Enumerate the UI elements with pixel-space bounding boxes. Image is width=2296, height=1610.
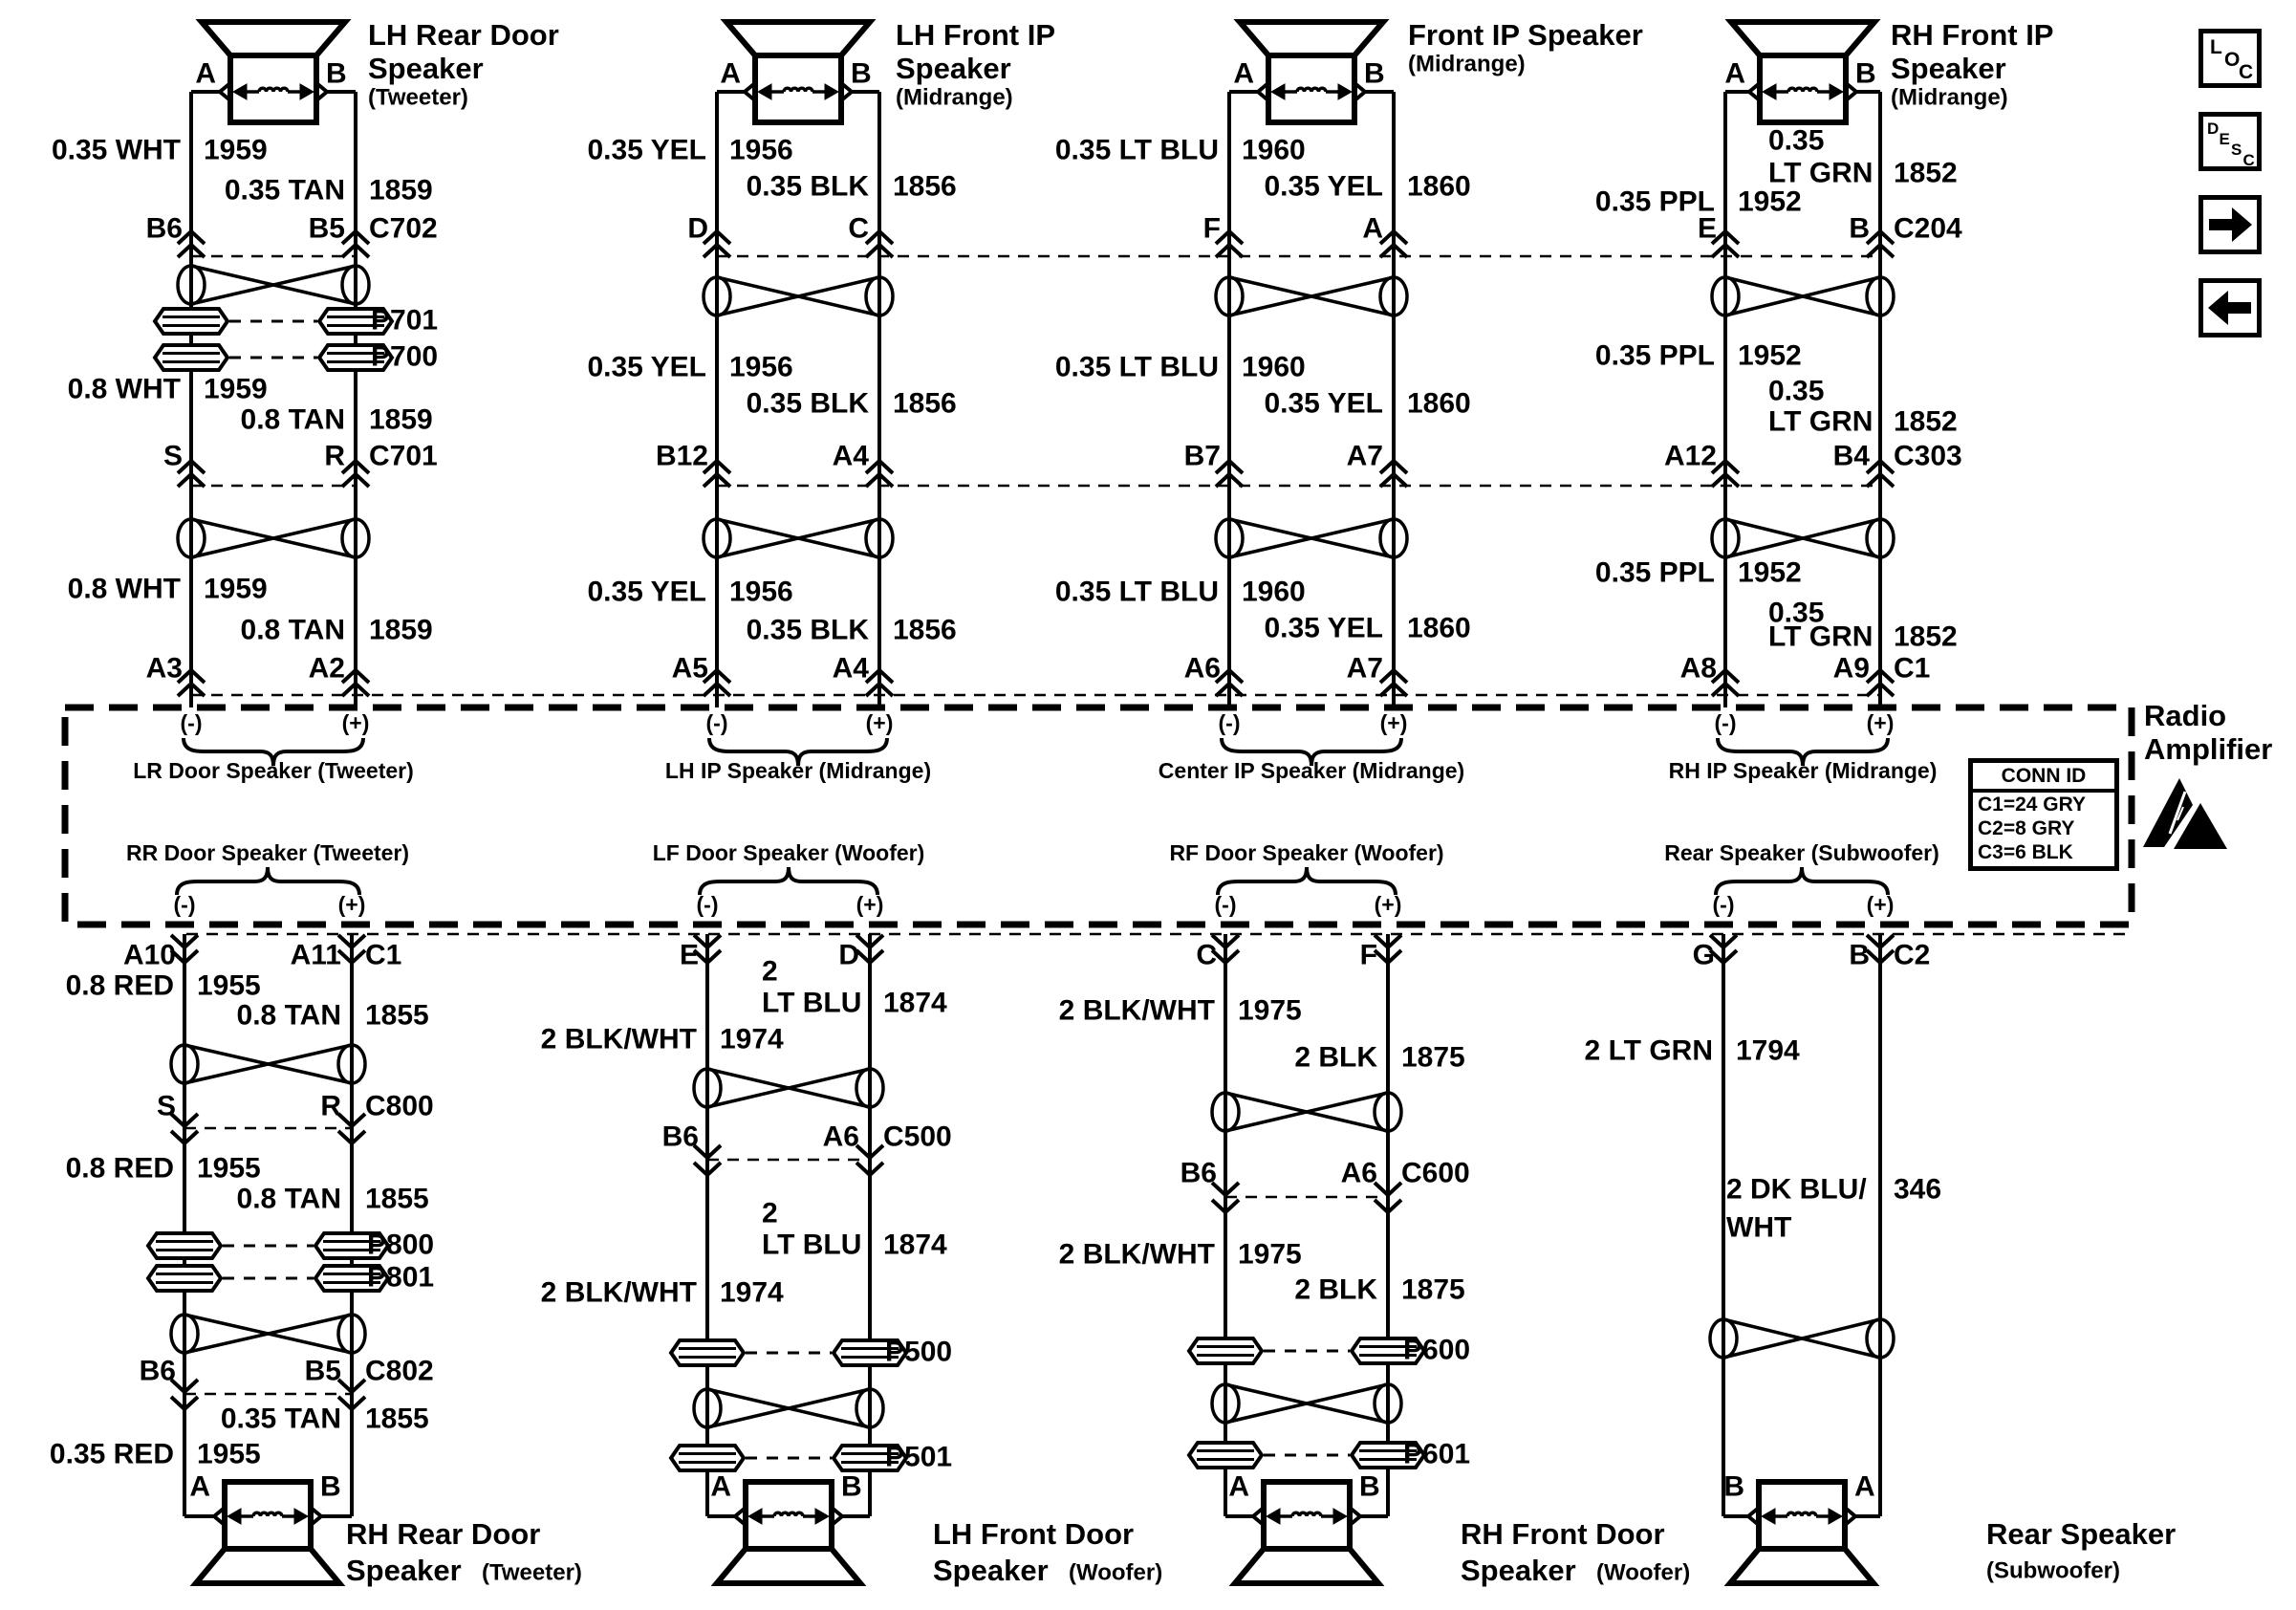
- speaker-pin: A: [195, 57, 216, 90]
- wire-gauge-color: 2: [762, 1197, 778, 1229]
- speaker-horn: [1730, 1549, 1874, 1583]
- desc-button[interactable]: [2199, 112, 2262, 171]
- wire-gauge-color: 0.8 WHT: [67, 373, 181, 405]
- speaker-pin: B: [1855, 57, 1876, 90]
- speaker-subtitle: (Midrange): [896, 84, 1013, 111]
- amp-channel-label: Rear Speaker (Subwoofer): [1664, 840, 1939, 866]
- amp-channel-label: LF Door Speaker (Woofer): [652, 840, 925, 866]
- circuit-number: 1859: [369, 614, 433, 646]
- inline-connector-icon: [1189, 1443, 1262, 1468]
- wire-gauge-color: LT BLU: [762, 987, 862, 1019]
- polarity-label: (+): [856, 892, 884, 918]
- wire-gauge-color: 0.8 RED: [65, 969, 174, 1002]
- connector-id: C800: [365, 1090, 434, 1122]
- circuit-number: 1874: [883, 987, 947, 1019]
- circuit-number: 1959: [204, 134, 268, 166]
- wire-gauge-color: 0.35 PPL: [1594, 556, 1715, 589]
- esd-warning-icon: [2141, 771, 2233, 853]
- amp-channel-label: RR Door Speaker (Tweeter): [125, 840, 410, 866]
- polarity-label: (+): [865, 710, 894, 736]
- amplifier-label: Radio Amplifier: [2144, 699, 2273, 766]
- wire-gauge-color: 0.35 LT BLU: [1054, 351, 1219, 383]
- wire-gauge-color: 0.8 WHT: [67, 573, 181, 605]
- wire-gauge-color: LT BLU: [762, 1229, 862, 1261]
- brace: [177, 867, 359, 895]
- speaker-subtitle: (Midrange): [1408, 51, 1526, 77]
- conn-id-row: C2=8 GRY: [1978, 817, 2075, 839]
- circuit-number: 1859: [369, 403, 433, 436]
- circuit-number: 1855: [365, 999, 429, 1032]
- wire-gauge-color: 0.8 TAN: [236, 999, 341, 1032]
- pin-id: D: [838, 939, 859, 971]
- polarity-label: (-): [180, 710, 203, 736]
- inline-connector-label: P500: [885, 1336, 953, 1368]
- speaker-pin: A: [189, 1470, 210, 1503]
- wire-gauge-color: 0.35 PPL: [1594, 339, 1715, 372]
- button-letter: O: [2224, 49, 2241, 71]
- wire-gauge-color: 0.8 TAN: [240, 614, 345, 646]
- polarity-label: (-): [705, 710, 728, 736]
- inline-connector-icon: [671, 1340, 744, 1365]
- circuit-number: 1875: [1401, 1273, 1465, 1306]
- connector-id: C702: [369, 212, 438, 245]
- connector-id: C500: [883, 1120, 952, 1153]
- speaker-title: Front IP Speaker: [1408, 17, 1643, 52]
- wire-gauge-color: 0.35: [1768, 375, 1825, 407]
- circuit-number: 1960: [1242, 576, 1306, 608]
- circuit-number: 1860: [1407, 612, 1471, 644]
- wire-gauge-color: 2 BLK/WHT: [1058, 994, 1215, 1027]
- circuit-number: 1975: [1238, 994, 1302, 1027]
- inline-connector-label: P600: [1403, 1334, 1471, 1366]
- connector-id: C303: [1894, 440, 1962, 472]
- wire-gauge-color: 0.35 YEL: [1264, 612, 1383, 644]
- connector-id: C1: [365, 939, 402, 971]
- wire-gauge-color: 0.8 TAN: [236, 1183, 341, 1215]
- pin-id: B6: [1180, 1157, 1217, 1189]
- speaker-pin: B: [320, 1470, 341, 1503]
- inline-connector-label: P501: [885, 1441, 953, 1473]
- speaker-title: RH Front IP: [1891, 17, 2054, 52]
- speaker-subtitle: (Tweeter): [482, 1559, 582, 1586]
- wire-gauge-color: 2: [762, 955, 778, 988]
- left-arrow-icon: [2203, 283, 2257, 333]
- pin-id: D: [687, 212, 708, 245]
- wire-gauge-color: LT GRN: [1768, 620, 1874, 653]
- circuit-number: 1960: [1242, 134, 1306, 166]
- speaker-title: LH Rear Door: [368, 17, 559, 52]
- button-letter: D: [2207, 120, 2220, 138]
- speaker-pin: B: [326, 57, 347, 90]
- circuit-number: 1852: [1894, 620, 1958, 653]
- conn-id-box: [1968, 758, 2119, 871]
- amp-channel-label: Center IP Speaker (Midrange): [1158, 758, 1465, 784]
- button-letter: C: [2242, 151, 2255, 169]
- pin-id: E: [679, 939, 699, 971]
- wire-gauge-color: 0.35 LT BLU: [1054, 576, 1219, 608]
- connector-id: C802: [365, 1355, 434, 1387]
- pin-id: F: [1202, 212, 1221, 245]
- button-letter: C: [2239, 61, 2254, 83]
- wire-gauge-color: 2 BLK/WHT: [1058, 1238, 1215, 1271]
- pin-id: A: [1362, 212, 1383, 245]
- circuit-number: 1855: [365, 1183, 429, 1215]
- pin-id: A11: [290, 939, 341, 971]
- pin-id: G: [1692, 939, 1715, 971]
- inline-connector-label: P601: [1403, 1438, 1471, 1470]
- circuit-number: 1860: [1407, 170, 1471, 203]
- circuit-number: 1952: [1738, 185, 1802, 218]
- pin-id: B6: [145, 212, 183, 245]
- polarity-label: (-): [696, 892, 719, 918]
- pin-id: B6: [661, 1120, 699, 1153]
- speaker-horn: [1731, 22, 1874, 55]
- wire-gauge-color: LT GRN: [1768, 157, 1874, 189]
- connector-id: C701: [369, 440, 438, 472]
- speaker-pin: A: [1233, 57, 1254, 90]
- pin-id: A2: [308, 652, 345, 685]
- pin-id: A4: [832, 440, 869, 472]
- wire-gauge-color: 0.35: [1768, 124, 1825, 157]
- prev-button[interactable]: [2199, 278, 2262, 337]
- circuit-number: 1952: [1738, 339, 1802, 372]
- inline-connector-label: P801: [367, 1261, 435, 1294]
- wire-gauge-color: 0.35 YEL: [587, 134, 706, 166]
- inline-connector-icon: [671, 1446, 744, 1470]
- wire-gauge-color: 0.35 YEL: [587, 351, 706, 383]
- pin-id: A6: [822, 1120, 859, 1153]
- circuit-number: 1959: [204, 573, 268, 605]
- polarity-label: (-): [173, 892, 196, 918]
- pin-id: B5: [304, 1355, 341, 1387]
- polarity-label: (+): [1374, 892, 1402, 918]
- pin-id: A4: [832, 652, 869, 685]
- circuit-number: 1960: [1242, 351, 1306, 383]
- circuit-number: 1952: [1738, 556, 1802, 589]
- pin-id: B4: [1832, 440, 1870, 472]
- wire-gauge-color: 0.35 PPL: [1594, 185, 1715, 218]
- button-letter: E: [2219, 130, 2230, 148]
- inline-connector-label: P701: [371, 304, 439, 337]
- speaker-title: Speaker: [933, 1553, 1049, 1587]
- wire-gauge-color: 2 BLK: [1294, 1273, 1377, 1306]
- pin-id: A5: [671, 652, 708, 685]
- speaker-title: RH Front Door: [1461, 1516, 1665, 1551]
- speaker-horn: [726, 22, 870, 55]
- pin-id: C: [1196, 939, 1217, 971]
- circuit-number: 1794: [1736, 1034, 1800, 1067]
- connector-id: C600: [1401, 1157, 1470, 1189]
- speaker-title: LH Front IP: [896, 17, 1056, 52]
- polarity-label: (+): [1379, 710, 1408, 736]
- polarity-label: (-): [1214, 892, 1237, 918]
- speaker-pin: B: [1723, 1470, 1744, 1503]
- polarity-label: (+): [1866, 892, 1895, 918]
- speaker-title: Speaker: [346, 1553, 462, 1587]
- speaker-title: LH Front Door: [933, 1516, 1135, 1551]
- polarity-label: (-): [1712, 892, 1735, 918]
- circuit-number: 1955: [197, 969, 261, 1002]
- pin-id: A6: [1183, 652, 1221, 685]
- speaker-title: Speaker: [896, 51, 1011, 85]
- wire-gauge-color: 2 BLK/WHT: [540, 1023, 697, 1055]
- circuit-number: 1852: [1894, 405, 1958, 438]
- pin-id: A12: [1663, 440, 1717, 472]
- wire-gauge-color: 0.35: [1768, 597, 1825, 629]
- brace: [1716, 867, 1888, 895]
- inline-connector-icon: [155, 345, 227, 370]
- connector-id: C2: [1894, 939, 1931, 971]
- pin-id: A7: [1346, 652, 1383, 685]
- speaker-pin: B: [851, 57, 872, 90]
- speaker-pin: B: [841, 1470, 862, 1503]
- wire-gauge-color: 0.35 YEL: [1264, 170, 1383, 203]
- circuit-number: 1956: [729, 576, 793, 608]
- speaker-pin: A: [720, 57, 741, 90]
- inline-connector-icon: [148, 1233, 221, 1258]
- polarity-label: (+): [337, 892, 366, 918]
- speaker-pin: A: [1724, 57, 1745, 90]
- wire-gauge-color: 2 BLK: [1294, 1041, 1377, 1074]
- circuit-number: 1975: [1238, 1238, 1302, 1271]
- inline-connector-label: P700: [371, 340, 439, 373]
- wire-gauge-color: 0.8 RED: [65, 1152, 174, 1185]
- speaker-horn: [1235, 1549, 1378, 1583]
- pin-id: A3: [145, 652, 183, 685]
- wire-gauge-color: LT GRN: [1768, 405, 1874, 438]
- wire-gauge-color: 0.35 BLK: [746, 614, 869, 646]
- pin-id: E: [1697, 212, 1717, 245]
- wire-gauge-color: 0.8 TAN: [240, 403, 345, 436]
- speaker-title: Rear Speaker: [1986, 1516, 2177, 1551]
- circuit-number: 1955: [197, 1438, 261, 1470]
- polarity-label: (-): [1218, 710, 1241, 736]
- speaker-subtitle: (Tweeter): [368, 84, 468, 111]
- circuit-number: 1959: [204, 373, 268, 405]
- wire-gauge-color: 0.35 TAN: [224, 174, 345, 207]
- speaker-subtitle: (Woofer): [1069, 1559, 1163, 1586]
- pin-id: B12: [655, 440, 708, 472]
- brace: [700, 867, 877, 895]
- wire-gauge-color: 0.35 TAN: [220, 1403, 341, 1435]
- wire-gauge-color: 0.35 WHT: [51, 134, 181, 166]
- wire-gauge-color: 0.35 LT BLU: [1054, 134, 1219, 166]
- amplifier-box: [65, 707, 2132, 925]
- speaker-subtitle: (Woofer): [1596, 1559, 1691, 1586]
- inline-connector-icon: [148, 1266, 221, 1291]
- polarity-label: (+): [1866, 710, 1895, 736]
- wire-gauge-color: WHT: [1726, 1211, 1792, 1244]
- pin-id: B7: [1183, 440, 1221, 472]
- speaker-pin: B: [1359, 1470, 1380, 1503]
- wire-gauge-color: 2 BLK/WHT: [540, 1276, 697, 1309]
- inline-connector-icon: [155, 309, 227, 334]
- circuit-number: 1955: [197, 1152, 261, 1185]
- speaker-horn: [202, 22, 345, 55]
- pin-id: A9: [1832, 652, 1870, 685]
- circuit-number: 1856: [893, 387, 957, 420]
- speaker-subtitle: (Subwoofer): [1986, 1557, 2120, 1584]
- speaker-subtitle: (Midrange): [1891, 84, 2008, 111]
- wire-gauge-color: 2 LT GRN: [1584, 1034, 1713, 1067]
- circuit-number: 1875: [1401, 1041, 1465, 1074]
- speaker-title: Speaker: [1891, 51, 2006, 85]
- wire-gauge-color: 0.35 BLK: [746, 387, 869, 420]
- inline-connector-icon: [1189, 1338, 1262, 1363]
- pin-id: A8: [1679, 652, 1717, 685]
- amp-channel-label: LH IP Speaker (Midrange): [664, 758, 932, 784]
- pin-id: S: [162, 440, 183, 472]
- speaker-pin: A: [1228, 1470, 1249, 1503]
- speaker-title: Speaker: [368, 51, 484, 85]
- circuit-number: 1859: [369, 174, 433, 207]
- speaker-title: RH Rear Door: [346, 1516, 541, 1551]
- speaker-horn: [196, 1549, 339, 1583]
- conn-id-title: CONN ID: [1973, 763, 2114, 793]
- polarity-label: (+): [341, 710, 370, 736]
- pin-id: B6: [139, 1355, 176, 1387]
- pin-id: S: [156, 1090, 176, 1122]
- connector-id: C204: [1894, 212, 1962, 245]
- wire-gauge-color: 0.35 BLK: [746, 170, 869, 203]
- amp-channel-label: RH IP Speaker (Midrange): [1668, 758, 1938, 784]
- amp-channel-label: LR Door Speaker (Tweeter): [133, 758, 414, 784]
- polarity-label: (-): [1714, 710, 1737, 736]
- pin-id: R: [320, 1090, 341, 1122]
- circuit-number: 1956: [729, 351, 793, 383]
- speaker-title: Speaker: [1461, 1553, 1576, 1587]
- speaker-pin: A: [1854, 1470, 1875, 1503]
- wire-gauge-color: 0.35 RED: [49, 1438, 174, 1470]
- pin-id: A6: [1340, 1157, 1377, 1189]
- circuit-number: 1860: [1407, 387, 1471, 420]
- wire-gauge-color: 2 DK BLU/: [1726, 1173, 1867, 1206]
- circuit-number: 1874: [883, 1229, 947, 1261]
- button-letter: S: [2231, 141, 2242, 159]
- brace: [1218, 867, 1396, 895]
- pin-id: R: [324, 440, 345, 472]
- circuit-number: 1856: [893, 614, 957, 646]
- circuit-number: 346: [1894, 1173, 1942, 1206]
- circuit-number: 1974: [720, 1023, 784, 1055]
- circuit-number: 1956: [729, 134, 793, 166]
- wire-gauge-color: 0.35 YEL: [587, 576, 706, 608]
- next-button[interactable]: [2199, 195, 2262, 254]
- conn-id-row: C3=6 BLK: [1978, 841, 2073, 863]
- pin-id: A7: [1346, 440, 1383, 472]
- button-letter: L: [2210, 36, 2222, 58]
- pin-id: C: [848, 212, 869, 245]
- wire-gauge-color: 0.35 YEL: [1264, 387, 1383, 420]
- speaker-horn: [717, 1549, 860, 1583]
- loc-button[interactable]: [2199, 29, 2262, 88]
- pin-id: A10: [122, 939, 176, 971]
- pin-id: B5: [308, 212, 345, 245]
- pin-id: B: [1849, 212, 1870, 245]
- conn-id-row: C1=24 GRY: [1978, 794, 2087, 816]
- amp-channel-label: RF Door Speaker (Woofer): [1169, 840, 1444, 866]
- inline-connector-label: P800: [367, 1229, 435, 1261]
- circuit-number: 1852: [1894, 157, 1958, 189]
- circuit-number: 1974: [720, 1276, 784, 1309]
- circuit-number: 1856: [893, 170, 957, 203]
- right-arrow-icon: [2203, 200, 2257, 250]
- circuit-number: 1855: [365, 1403, 429, 1435]
- speaker-horn: [1240, 22, 1383, 55]
- speaker-pin: B: [1364, 57, 1385, 90]
- speaker-pin: A: [710, 1470, 731, 1503]
- pin-id: B: [1849, 939, 1870, 971]
- pin-id: F: [1359, 939, 1377, 971]
- connector-id: C1: [1894, 652, 1931, 685]
